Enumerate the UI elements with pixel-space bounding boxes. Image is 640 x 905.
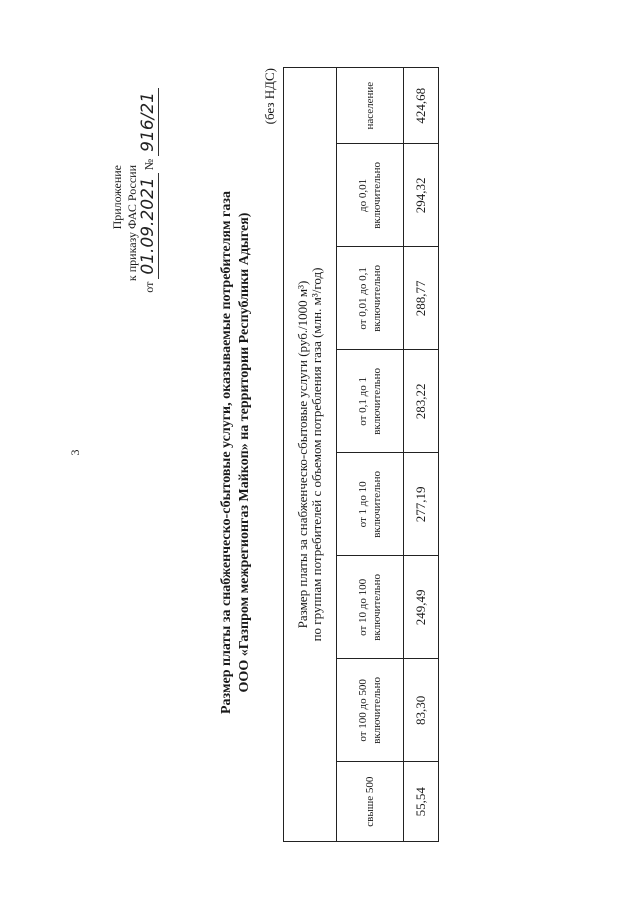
- appendix-block: [110, 165, 140, 485]
- appendix-title: Приложение: [110, 165, 124, 230]
- document-title: [218, 0, 254, 905]
- tariff-value: 55,54: [404, 762, 439, 842]
- group-header: свыше 500: [337, 762, 404, 842]
- title-line-1: Размер платы за снабженческо-сбытовые услуги, оказываемые потребителям газа: [219, 190, 234, 715]
- tariff-value: 83,30: [404, 659, 439, 762]
- appendix-order-ref: к приказу ФАС России: [125, 165, 139, 282]
- tariff-value: 249,49: [404, 556, 439, 659]
- group-header: от 100 до 500 включительно: [337, 659, 404, 762]
- tariff-value: 277,19: [404, 453, 439, 556]
- order-number: 916/21: [138, 88, 159, 156]
- group-header: от 10 до 100 включительно: [337, 556, 404, 659]
- table-header-line-2: по группам потребителей с объемом потребления газа (млн. м³/год): [309, 267, 324, 642]
- tariff-table: [283, 67, 439, 842]
- vat-note: (без НДС): [262, 68, 277, 125]
- tariff-value: 294,32: [404, 144, 439, 247]
- group-header: от 0,01 до 0,1 включительно: [337, 247, 404, 350]
- page-number: 3: [68, 449, 82, 456]
- order-date-number: [138, 88, 158, 293]
- tariff-value: 424,68: [404, 68, 439, 144]
- from-label: от: [142, 281, 156, 293]
- table-header: [284, 68, 337, 842]
- group-header: от 0,1 до 1 включительно: [337, 350, 404, 453]
- group-header: до 0,01 включительно: [337, 144, 404, 247]
- group-header: от 1 до 10 включительно: [337, 453, 404, 556]
- tariff-value: 288,77: [404, 247, 439, 350]
- group-header: население: [337, 68, 404, 144]
- number-label: №: [142, 158, 156, 171]
- order-date: 01.09.2021: [138, 173, 159, 278]
- tariff-value: 283,22: [404, 350, 439, 453]
- table-header-line-1: Размер платы за снабженческо-сбытовые услуги (руб./1000 м³): [295, 280, 310, 629]
- table-row: [404, 68, 439, 842]
- title-line-2: ООО «Газпром межрегионгаз Майкоп» на территории Республики Адыгея): [237, 212, 252, 693]
